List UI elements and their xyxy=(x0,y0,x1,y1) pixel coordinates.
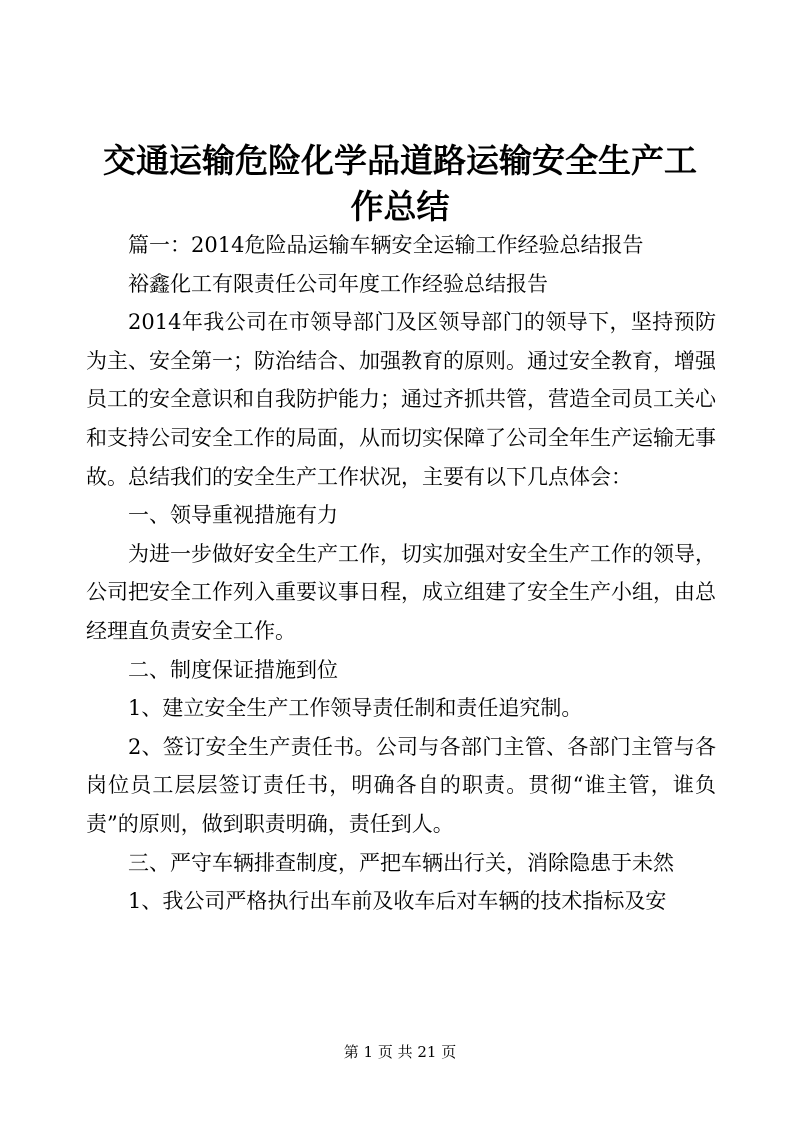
section-heading-2: 二、制度保证措施到位 xyxy=(128,657,338,682)
paragraph-item-2: 2、签订安全生产责任书。公司与各部门主管、各部门主管与各岗位员工层层签订责任书，明确各自的职责。贯彻“谁主管，谁负责”的原则，做到职责明确，责任到人。 xyxy=(86,734,716,836)
paragraph-item-3-1: 1、我公司严格执行出车前及收车后对车辆的技术指标及安 xyxy=(128,889,667,914)
paragraph-intro: 2014年我公司在市领导部门及区领导部门的领导下，坚持预防为主、安全第一；防治结合、加强教育的原则。通过安全教育，增强员工的安全意识和自我防护能力；通过齐抓共管，营造全司员工关心和支持公司安全工作的局面，从而切实保障了公司全年生产运输无事故。总结我们的安全生产工作状况，主要有以下几点体会： xyxy=(86,310,716,489)
paragraph-section-1: 为进一步做好安全生产工作，切实加强对安全生产工作的领导，公司把安全工作列入重要议事日程，成立组建了安全生产小组，由总经理直负责安全工作。 xyxy=(86,541,716,643)
page-footer: 第 1 页 共 21 页 xyxy=(343,1043,457,1061)
section-heading-1: 一、领导重视措施有力 xyxy=(128,503,338,528)
paragraph-heading-article: 篇一：2014危险品运输车辆安全运输工作经验总结报告 xyxy=(128,233,644,257)
paragraph-report-name: 裕鑫化工有限责任公司年度工作经验总结报告 xyxy=(128,271,548,296)
section-heading-3: 三、严守车辆排查制度，严把车辆出行关，消除隐患于未然 xyxy=(128,850,674,875)
document-body xyxy=(86,226,716,921)
document-title: 交通运输危险化学品道路运输安全生产工作总结 xyxy=(103,141,697,226)
paragraph-item-1: 1、建立安全生产工作领导责任制和责任追究制。 xyxy=(128,696,583,721)
